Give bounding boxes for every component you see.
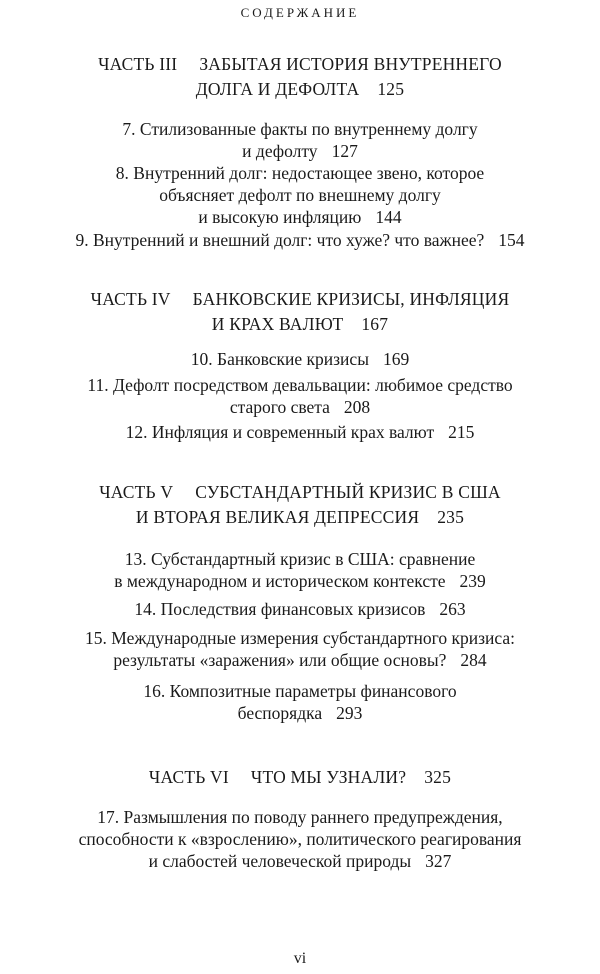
chapter-title-line: [20, 140, 580, 162]
chapter-entry: [20, 348, 580, 370]
part-label: ЧАСТЬ V: [99, 482, 174, 502]
part-heading-line: [40, 312, 560, 337]
chapter-entry: [20, 598, 580, 620]
chapter-title: старого света: [229, 397, 330, 417]
chapter-page-number: 327: [425, 851, 452, 871]
chapter-title-line: [20, 348, 580, 370]
running-head: СОДЕРЖАНИЕ: [240, 5, 360, 20]
chapter-title-line: 11. Дефолт посредством девальвации: любимое средство: [87, 375, 513, 395]
part-heading: [40, 52, 560, 102]
part-page-number: 167: [361, 314, 389, 334]
chapter-page-number: 263: [439, 599, 466, 619]
chapter-title: в международном и историческом контексте: [114, 571, 446, 591]
chapter-title: 14. Последствия финансовых кризисов: [134, 599, 426, 619]
part-label: ЧАСТЬ III: [98, 54, 178, 74]
part-title: ЗАБЫТАЯ ИСТОРИЯ ВНУТРЕННЕГО: [199, 54, 502, 74]
chapter-page-number: 154: [498, 230, 525, 250]
chapter-title-line: [20, 850, 580, 872]
part-label: ЧАСТЬ VI: [148, 767, 229, 787]
part-heading-line: [40, 52, 560, 77]
part-heading-line: [40, 287, 560, 312]
chapter-title-line: 17. Размышления по поводу раннего предупреждения,: [97, 807, 503, 827]
part-page-number: 325: [424, 767, 452, 787]
chapter-entry: [20, 548, 580, 592]
part-page-number: 125: [377, 79, 405, 99]
part-heading-line: [40, 480, 560, 505]
chapter-page-number: 215: [448, 422, 475, 442]
part-title: БАНКОВСКИЕ КРИЗИСЫ, ИНФЛЯЦИЯ: [192, 289, 510, 309]
chapter-page-number: 169: [382, 349, 410, 369]
chapter-title: беспорядка: [237, 703, 323, 723]
chapter-title-line: [20, 396, 580, 418]
chapter-title-line: способности к «взрослению», политического реагирования: [78, 829, 522, 849]
chapter-title-line: [20, 649, 580, 671]
chapter-title: и высокую инфляцию: [198, 207, 362, 227]
chapter-page-number: 127: [331, 141, 358, 161]
chapter-entry: [20, 421, 580, 443]
chapter-entry: [20, 162, 580, 228]
chapter-title-line: 7. Стилизованные факты по внутреннему долгу: [122, 119, 478, 139]
chapter-title-line: 16. Композитные параметры финансового: [143, 681, 457, 701]
chapter-entry: [20, 627, 580, 671]
chapter-title-line: [20, 598, 580, 620]
chapter-title-line: [20, 229, 580, 251]
page-number: vi: [293, 950, 307, 967]
part-label: ЧАСТЬ IV: [90, 289, 171, 309]
chapter-title-line: [20, 702, 580, 724]
part-page-number: 235: [437, 507, 465, 527]
chapter-title-line: [20, 206, 580, 228]
chapter-title-line: объясняет дефолт по внешнему долгу: [159, 185, 441, 205]
part-title: И КРАХ ВАЛЮТ: [211, 314, 344, 334]
chapter-entry: [20, 680, 580, 724]
part-heading: [40, 765, 560, 790]
chapter-page-number: 293: [336, 703, 363, 723]
chapter-title-line: [20, 570, 580, 592]
part-title: ДОЛГА И ДЕФОЛТА: [195, 79, 360, 99]
part-heading-line: [40, 77, 560, 102]
chapter-page-number: 208: [343, 397, 371, 417]
part-heading-line: [40, 505, 560, 530]
chapter-page-number: 239: [459, 571, 486, 591]
chapter-entry: [20, 806, 580, 872]
chapter-title-line: 15. Международные измерения субстандартного кризиса:: [85, 628, 515, 648]
part-heading-line: [40, 765, 560, 790]
chapter-title: 12. Инфляция и современный крах валют: [125, 422, 435, 442]
chapter-page-number: 284: [460, 650, 487, 670]
chapter-title: 9. Внутренний и внешний долг: что хуже? что важнее?: [75, 230, 485, 250]
chapter-title: и слабостей человеческой природы: [148, 851, 412, 871]
part-title: ЧТО МЫ УЗНАЛИ?: [250, 767, 407, 787]
part-heading: [40, 480, 560, 530]
chapter-title: и дефолту: [242, 141, 318, 161]
part-heading: [40, 287, 560, 337]
part-title: И ВТОРАЯ ВЕЛИКАЯ ДЕПРЕССИЯ: [135, 507, 420, 527]
part-title: СУБСТАНДАРТНЫЙ КРИЗИС В США: [195, 482, 501, 502]
chapter-entry: [20, 374, 580, 418]
chapter-title-line: 13. Субстандартный кризис в США: сравнение: [124, 549, 476, 569]
chapter-entry: [20, 229, 580, 251]
chapter-title-line: [20, 421, 580, 443]
chapter-title: результаты «заражения» или общие основы?: [113, 650, 447, 670]
chapter-entry: [20, 118, 580, 162]
chapter-title: 10. Банковские кризисы: [190, 349, 369, 369]
chapter-page-number: 144: [375, 207, 402, 227]
chapter-title-line: 8. Внутренний долг: недостающее звено, которое: [115, 163, 485, 183]
